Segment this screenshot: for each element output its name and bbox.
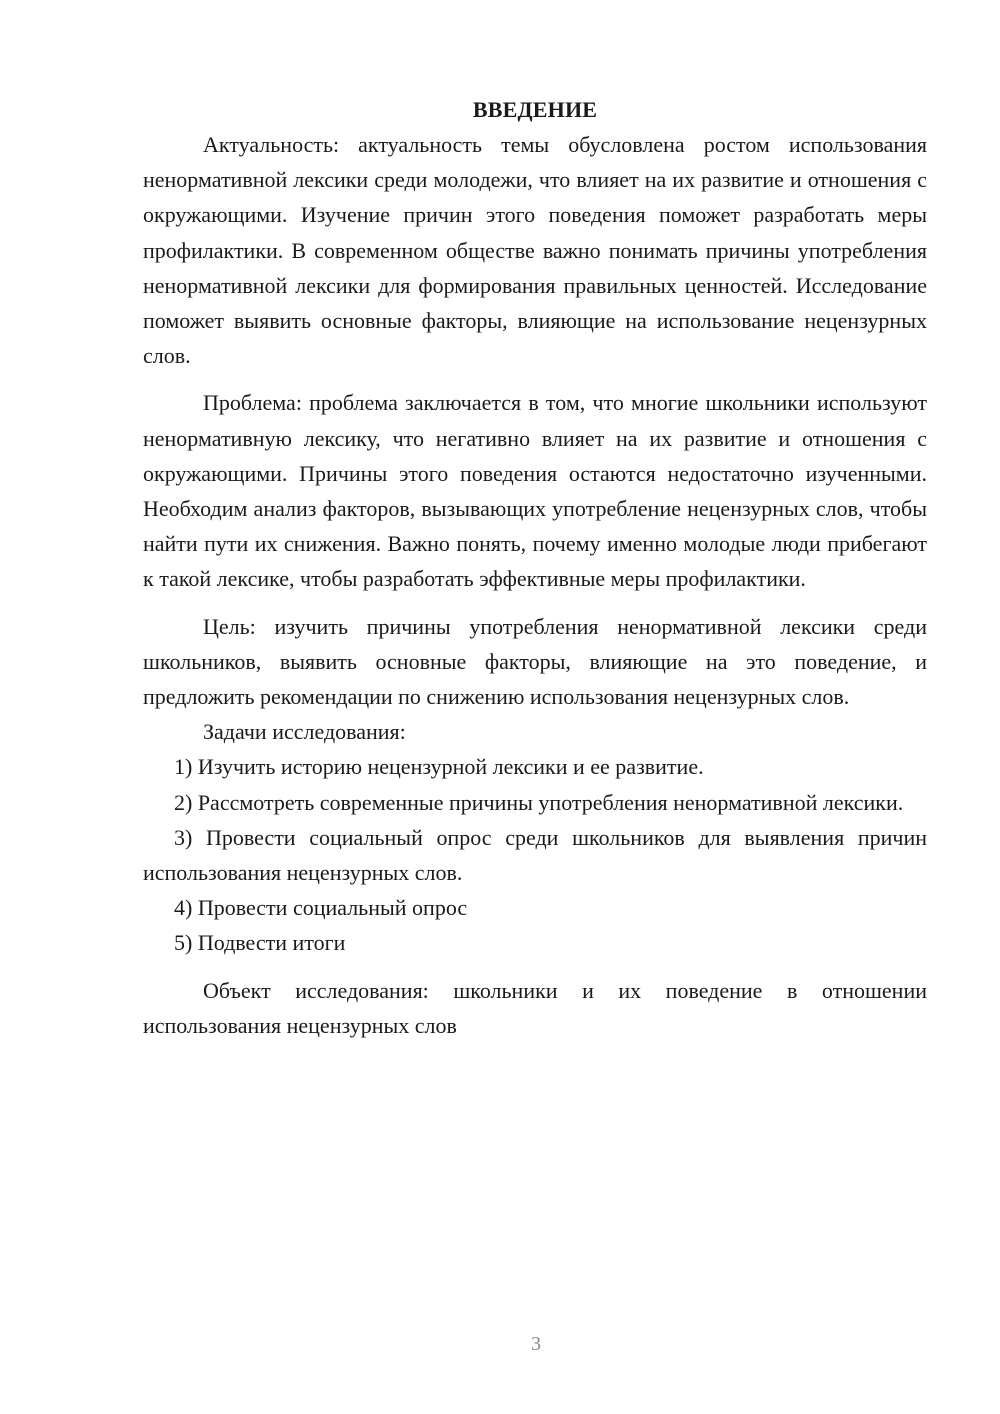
tasks-header: Задачи исследования: [203, 719, 406, 745]
problem-paragraph: Проблема: проблема заключается в том, что многие школьники используют ненормативную лексику, что негативно влияет на их развитие и отношения с окружающими. Причины этого поведения остаются недостаточно изученными. Необходим анализ факторов, вызывающих употребление нецензурных слов, чтобы найти пути их снижения. Важно понять, почему именно молодые люди прибегают к такой лексике, чтобы разработать эффективные меры профилактики. [143, 390, 927, 592]
goal-paragraph: Цель: изучить причины употребления ненормативной лексики среди школьников, выявить основные факторы, влияющие на это поведение, и предложить рекомендации по снижению использования нецензурных слов. [143, 613, 927, 710]
task-item: 4) Провести социальный опрос [174, 895, 468, 921]
task-item: 2) Рассмотреть современные причины употребления ненормативной лексики. [174, 789, 904, 815]
task-item: 5) Подвести итоги [174, 930, 346, 956]
page-content [143, 92, 927, 1043]
relevance-paragraph: Актуальность: актуальность темы обусловлена ростом использования ненормативной лексики среди молодежи, что влияет на их развитие и отношения с окружающими. Изучение причин этого поведения поможет разработать меры профилактики. В современном обществе важно понимать причины употребления ненормативной лексики для формирования правильных ценностей. Исследование поможет выявить основные факторы, влияющие на использование нецензурных слов. [143, 132, 927, 369]
object-paragraph: Объект исследования: школьники и их поведение в отношении использования нецензурных слов [143, 977, 927, 1038]
page-number: 3 [531, 1333, 541, 1355]
task-item: 1) Изучить историю нецензурной лексики и ее развитие. [174, 754, 704, 780]
page-title: ВВЕДЕНИЕ [472, 97, 598, 122]
task-item: 3) Провести социальный опрос среди школьников для выявления причин использования нецензурных слов. [143, 824, 927, 886]
